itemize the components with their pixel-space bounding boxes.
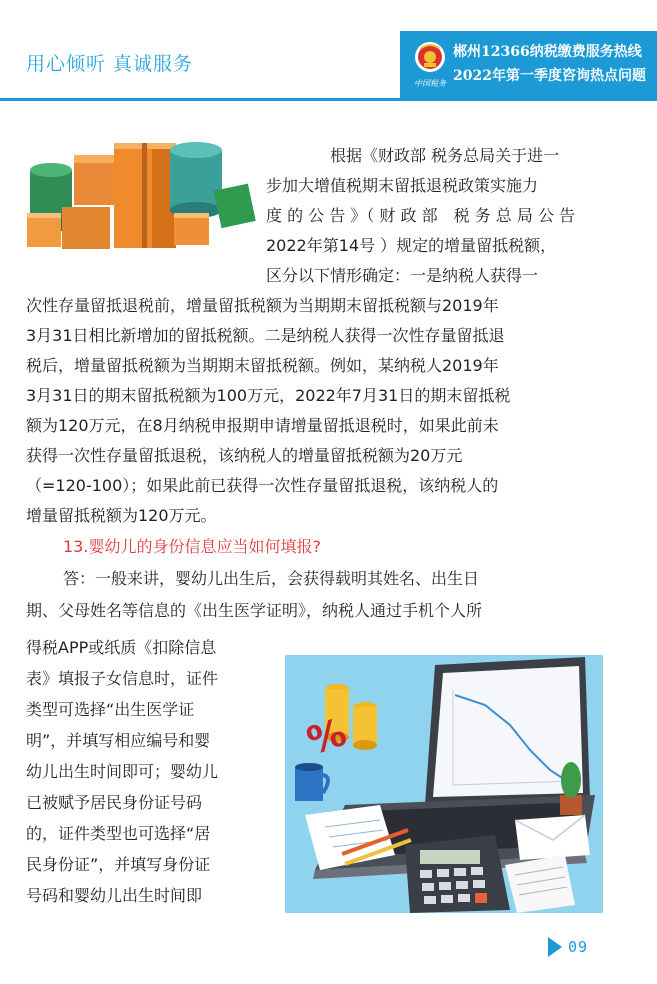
text-line: 区分以下情形确定：一是纳税人获得一 (266, 266, 539, 285)
text-line: 次性存量留抵退税前，增量留抵税额为当期期末留抵税额与2019年 (26, 296, 499, 315)
text-line: 3月31日相比新增加的留抵税额。二是纳税人获得一次性存量留抵退 (26, 326, 505, 345)
page-number-text: 09 (568, 938, 589, 956)
page-arrow-icon (548, 937, 562, 957)
text-line: 幼儿出生时间即可；婴幼儿 (26, 762, 219, 781)
text-line: 根据《财政部 税务总局关于进一 (330, 146, 560, 165)
text-line: 答：一般来讲，婴幼儿出生后，会获得载明其姓名、出生日 (63, 569, 480, 588)
header-divider (0, 98, 657, 101)
header-title-box (400, 31, 657, 98)
text-line: 增量留抵税额为120万元。 (26, 506, 217, 525)
header-title-line1: 郴州12366纳税缴费服务热线 (453, 44, 642, 60)
text-line: 号码和婴幼儿出生时间即 (26, 886, 203, 905)
text-line: 已被赋予居民身份证号码 (26, 793, 203, 812)
tax-emblem-icon (410, 39, 450, 91)
text-line: 度 的 公 告 》（ 财 政 部 税 务 总 局 公 告 (266, 206, 576, 225)
text-line: 3月31日的期末留抵税额为100万元，2022年7月31日的期末留抵税 (26, 386, 511, 405)
text-line: 额为120万元，在8月纳税申报期申请增量留抵退税时，如果此前未 (26, 416, 499, 435)
text-line: （=120-100）；如果此前已获得一次性存量留抵退税，该纳税人的 (26, 476, 499, 495)
text-line: 获得一次性存量留抵退税，该纳税人的增量留抵税额为20万元 (26, 446, 463, 465)
header-slogan: 用心倾听 真诚服务 (26, 53, 194, 75)
page-number (548, 936, 588, 958)
packages-illustration (22, 135, 257, 255)
percent-symbol: % (301, 709, 352, 764)
text-line: 2022年第14号 ）规定的增量留抵税额， (266, 236, 557, 255)
text-line: 类型可选择“出生医学证 (26, 700, 195, 719)
text-line: 明”，并填写相应编号和婴 (26, 731, 211, 750)
text-line: 步加大增值税期末留抵退税政策实施力 (266, 176, 539, 195)
text-line: 民身份证”，并填写身份证 (26, 855, 211, 874)
text-line: 表》填报子女信息时，证件 (26, 669, 219, 688)
text-line: 期、父母姓名等信息的《出生医学证明》，纳税人通过手机个人所 (26, 601, 483, 620)
text-line: 得税APP或纸质《扣除信息 (26, 638, 217, 657)
header-title-line2: 2022年第一季度咨询热点问题 (453, 68, 646, 84)
emblem-caption: 中国税务 (414, 79, 446, 88)
question-title: 13.婴幼儿的身份信息应当如何填报? (63, 537, 321, 556)
laptop-tax-illustration (285, 655, 603, 913)
text-line: 税后，增量留抵税额为当期期末留抵税额。例如，某纳税人2019年 (26, 356, 499, 375)
text-line: 的，证件类型也可选择“居 (26, 824, 211, 843)
